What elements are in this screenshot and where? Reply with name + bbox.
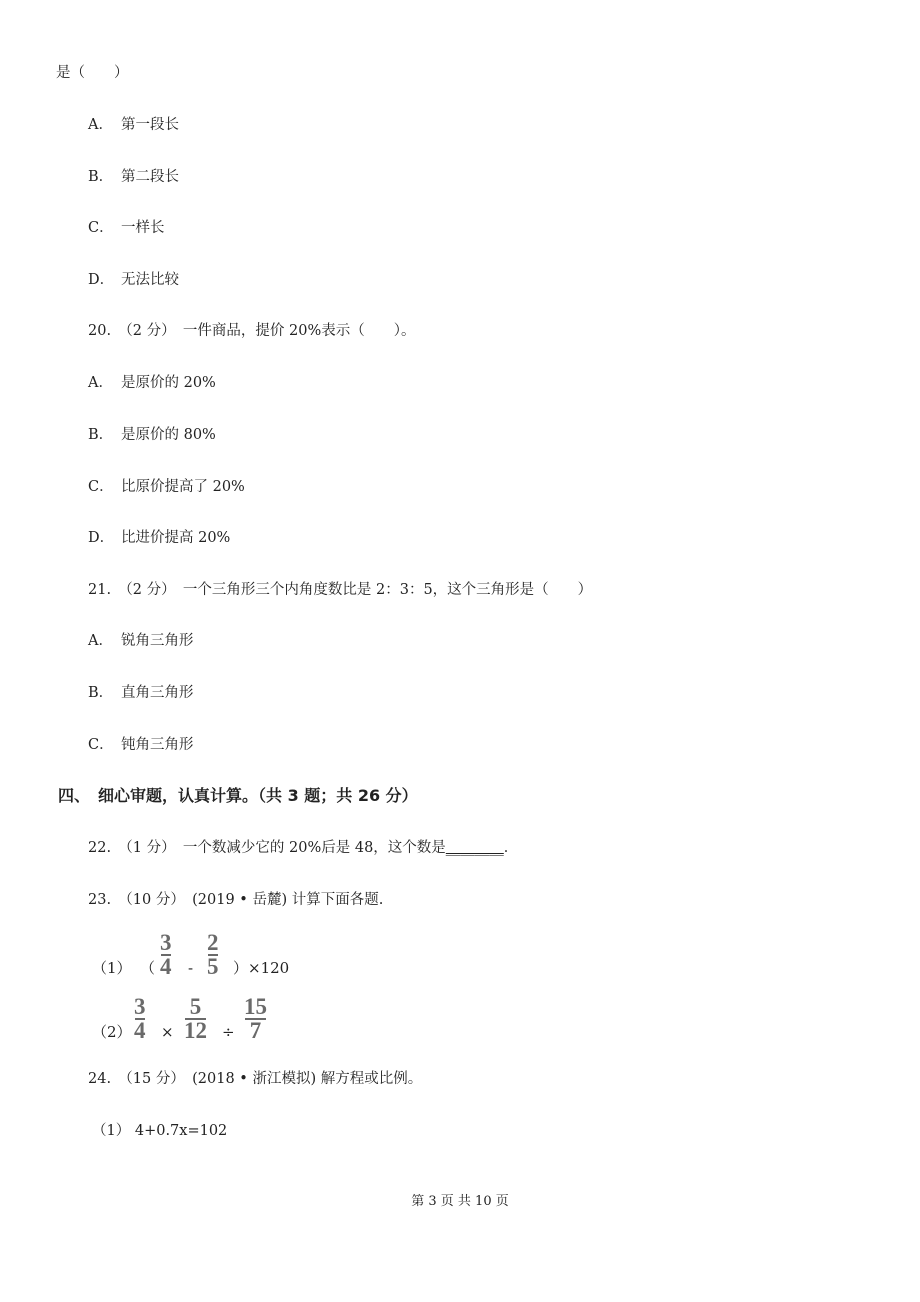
option-text: 是原价的 20% <box>121 375 216 391</box>
option-c <box>88 477 245 497</box>
option-letter: D． <box>88 272 115 288</box>
option-c <box>88 218 165 238</box>
denominator: 7 <box>249 1018 262 1043</box>
numerator: 3 <box>134 994 146 1019</box>
equation: 4+0.7x=102 <box>134 1123 228 1139</box>
option-text: 无法比较 <box>121 272 179 288</box>
option-text: 第二段长 <box>121 169 179 185</box>
minus-sign: - <box>188 959 194 977</box>
fraction-3-4 <box>134 996 146 1042</box>
open-paren: （ <box>140 959 156 977</box>
question-23-stem: 23. （10 分） (2019 • 岳麓) 计算下面各题. <box>88 892 384 908</box>
option-letter: A． <box>88 117 113 133</box>
numerator: 3 <box>160 930 172 955</box>
close-paren-times: ）×120 <box>233 959 290 977</box>
question-24-stem: 24. （15 分） (2018 • 浙江模拟) 解方程或比例。 <box>88 1071 423 1087</box>
option-text: 比进价提高 20% <box>121 530 231 546</box>
option-text: 是原价的 80% <box>121 427 216 443</box>
option-letter: C． <box>88 737 114 753</box>
denominator: 4 <box>134 1018 146 1043</box>
fraction-2-5 <box>207 932 219 978</box>
page-footer: 第 3 页 共 10 页 <box>411 1194 509 1209</box>
part-2-label: （2） <box>92 1023 132 1041</box>
fraction-3-4 <box>160 932 172 978</box>
denominator: 5 <box>207 954 219 979</box>
question-19-tail: 是（ ） <box>56 65 129 81</box>
option-a <box>88 115 179 135</box>
fraction-15-7 <box>244 996 267 1042</box>
fraction-5-12 <box>184 996 207 1042</box>
option-b <box>88 683 194 703</box>
numerator: 2 <box>207 930 219 955</box>
denominator: 12 <box>184 1018 207 1043</box>
question-22-stem <box>88 838 518 858</box>
divide-sign: ÷ <box>222 1023 235 1041</box>
section-heading: 四、 细心审题，认真计算。（共 3 题；共 26 分） <box>58 786 418 805</box>
numerator: 15 <box>244 994 267 1019</box>
option-d <box>88 528 230 548</box>
option-text: 锐角三角形 <box>121 633 194 649</box>
question-24-part-1 <box>92 1121 227 1141</box>
option-b <box>88 425 216 445</box>
question-22-text: 22. （1 分） 一个数减少它的 20%后是 48，这个数是 <box>88 840 446 856</box>
option-letter: C． <box>88 479 114 495</box>
option-c <box>88 735 194 755</box>
option-letter: B． <box>88 169 114 185</box>
times-sign: × <box>161 1023 174 1041</box>
option-text: 直角三角形 <box>121 685 194 701</box>
denominator: 4 <box>160 954 172 979</box>
answer-blank: ________ <box>445 840 504 856</box>
option-text: 一样长 <box>121 220 165 236</box>
part-1-label: （1） <box>92 959 132 977</box>
option-letter: B． <box>88 427 114 443</box>
option-letter: A． <box>88 375 113 391</box>
option-letter: C． <box>88 220 114 236</box>
option-b <box>88 167 179 187</box>
option-text: 钝角三角形 <box>121 737 194 753</box>
question-20-stem: 20. （2 分） 一件商品，提价 20%表示（ ）。 <box>88 323 416 339</box>
question-22-end: ． <box>503 840 519 856</box>
option-text: 比原价提高了 20% <box>121 479 245 495</box>
numerator: 5 <box>189 994 202 1019</box>
option-d <box>88 270 179 290</box>
part-1-label: （1） <box>92 1123 131 1139</box>
option-a <box>88 631 194 651</box>
option-a <box>88 373 216 393</box>
option-letter: B． <box>88 685 114 701</box>
option-text: 第一段长 <box>121 117 179 133</box>
option-letter: D． <box>88 530 115 546</box>
option-letter: A． <box>88 633 113 649</box>
question-21-stem: 21. （2 分） 一个三角形三个内角度数比是 2：3：5，这个三角形是（ ） <box>88 582 593 598</box>
